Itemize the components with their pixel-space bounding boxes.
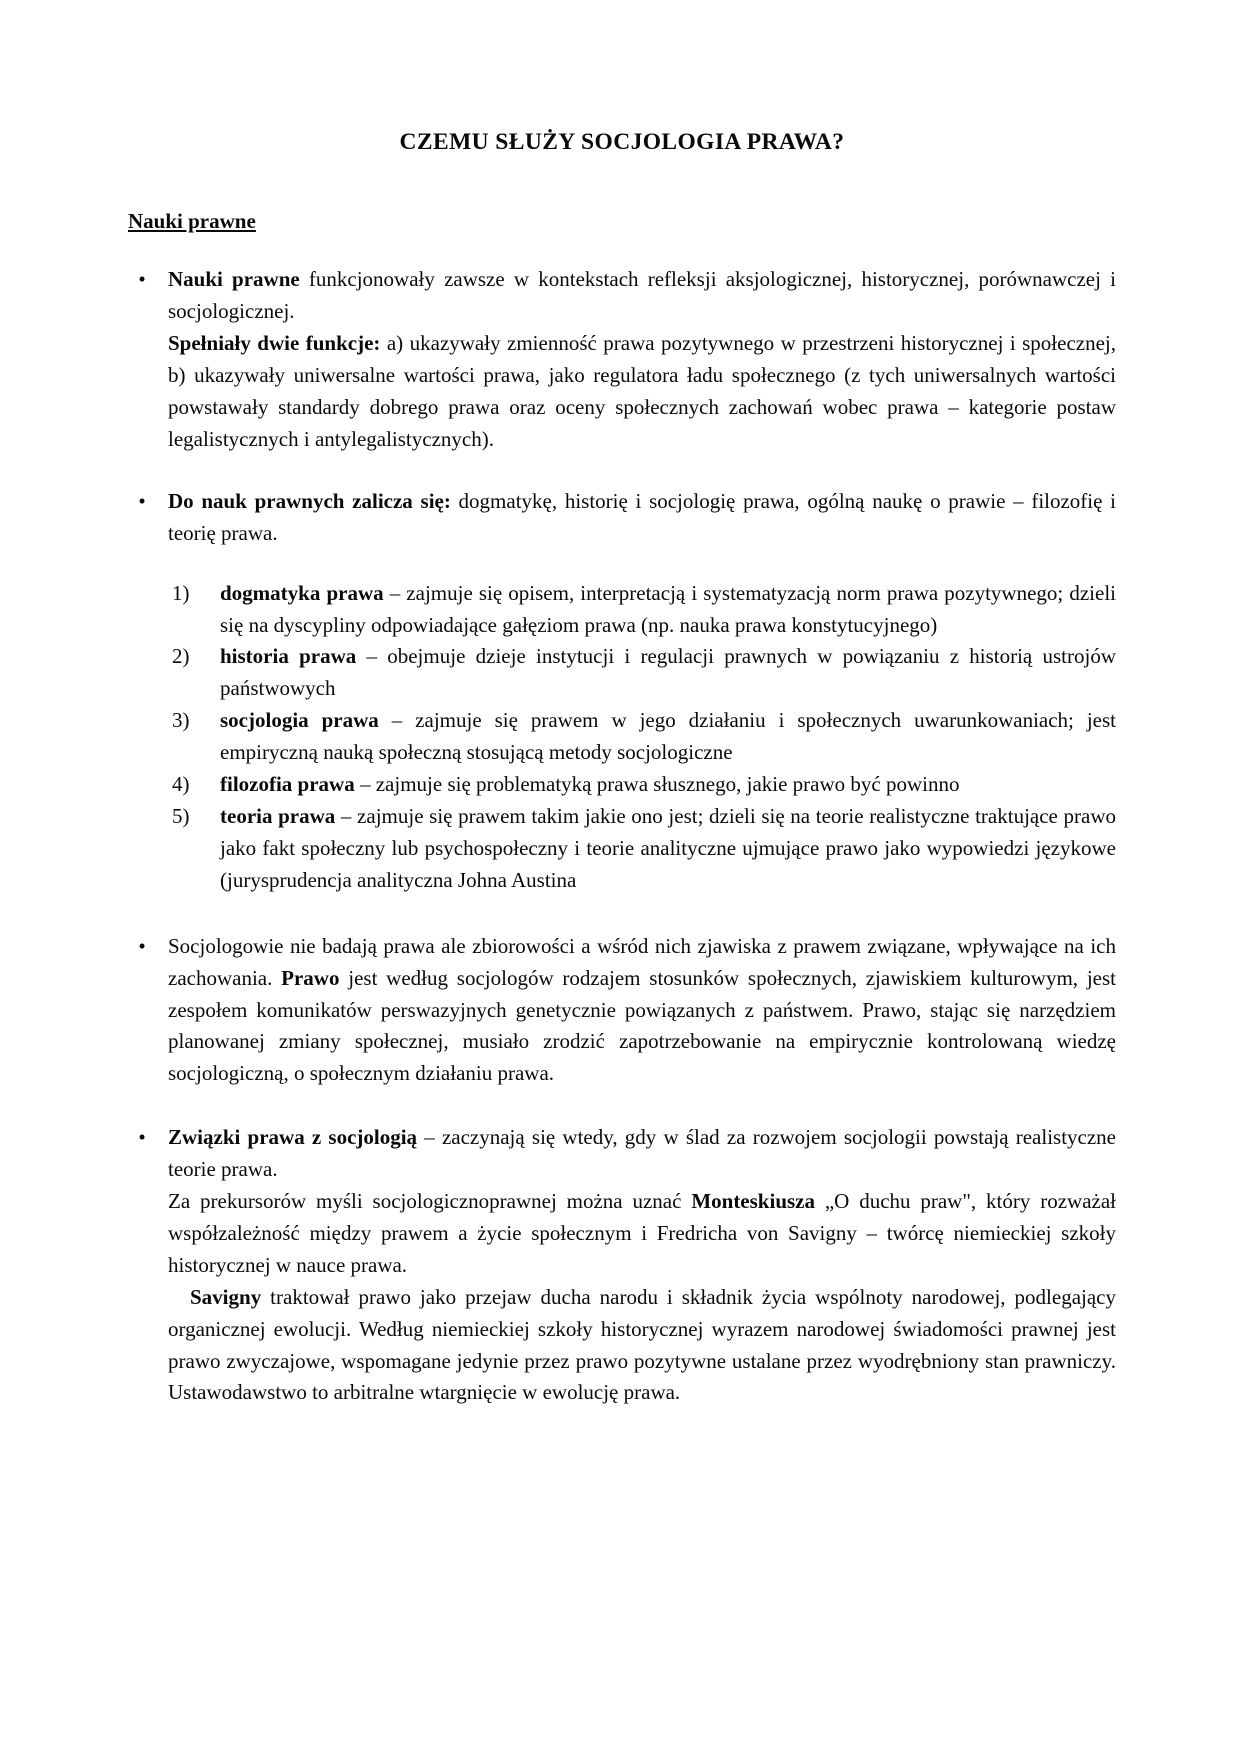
list-item-number: 2) (172, 644, 190, 669)
list-item (168, 705, 1116, 769)
paragraph-socjologowie (168, 931, 1116, 1091)
paragraph-text: traktował prawo jako przejaw ducha narodu i składnik życia wspólnoty narodowej, podlegający organicznej ewolucji. Według niemieckiej szkoły historycznej wyrazem narodowej świadomości prawnej jest prawo zwyczajowe, wspomagane jedynie przez prawo pozytywne ustalane przez wyodrębniony stan prawniczy. Ustawodawstwo to arbitralne wtargnięcie w ewolucję prawa. (168, 1284, 1116, 1405)
bullet-marker-icon: • (138, 933, 146, 958)
paragraph-text: funkcjonowały zawsze w kontekstach refleksji aksjologicznej, historycznej, porównawczej i socjologicznej. (168, 267, 1116, 324)
bullet-marker-icon: • (138, 1125, 146, 1150)
list-item-text: – zajmuje się opisem, interpretacją i systematyzacją norm prawa pozytywnego; dzieli się na dyscypliny odpowiadające gałęziom prawa (np. nauka prawa konstytucyjnego) (220, 580, 1116, 637)
list-item (168, 769, 1116, 801)
paragraph-text: jest według socjologów rodzajem stosunków społecznych, zjawiskiem kulturowym, jest zespołem komunikatów perswazyjnych genetycznie powiązanych z państwem. Prawo, stając się narzędziem planowanej zmiany społecznej, musiało zrodzić zapotrzebowanie na empirycznie kontrolowaną wiedzę socjologiczną, o społecznym działaniu prawa. (168, 965, 1116, 1086)
bullet-marker-icon: • (138, 488, 146, 513)
list-item-text: – zajmuje się prawem w jego działaniu i społecznych uwarunkowaniach; jest empiryczną nauką społeczną stosującą metody socjologiczne (220, 708, 1117, 765)
list-item-text: – zajmuje się prawem takim jakie ono jest; dzieli się na teorie realistyczne traktujące prawo jako fakt społeczny lub psychospołeczny i teorie analityczne ujmujące prawo jako wypowiedzi językowe (jurysprudencja analityczna Johna Austina (220, 803, 1116, 892)
numbered-list-nauki-prawne (128, 578, 1116, 897)
list-item-term: historia prawa (220, 644, 357, 669)
paragraph-do-nauk-prawnych (168, 486, 1116, 550)
paragraph-spelnialy-dwie-funkcje (168, 328, 1116, 456)
bold-run-monteskiusza: Monteskiusza (691, 1189, 815, 1214)
list-item-number: 4) (172, 772, 190, 797)
bold-run-prawo: Prawo (281, 965, 340, 990)
paragraph-text: „O duchu praw", który rozważał współzależność między prawem a życie społecznym i Fredricha von Savigny – twórcę niemieckiej szkoły historycznej w nauce prawa. (168, 1189, 1116, 1277)
page-title: CZEMU SŁUŻY SOCJOLOGIA PRAWA? (399, 129, 845, 155)
paragraph-text: a) ukazywały zmienność prawa pozytywnego w przestrzeni historycznej i społecznej, b) ukazywały uniwersalne wartości prawa, jako regulatora ładu społecznego (z tych uniwersalnych wartości powstawały standardy dobrego prawa oraz oceny społecznych zachowań wobec prawa – kategorie postaw legalistycznych i antylegalistycznych). (168, 331, 1117, 451)
list-item-number: 3) (172, 708, 190, 733)
document-content (128, 0, 1116, 1409)
list-item-text: – zajmuje się problematyką prawa słusznego, jakie prawo być powinno (354, 772, 960, 797)
bold-run-savigny: Savigny (190, 1284, 262, 1309)
bullet-item-zwiazki-prawa (128, 1122, 1116, 1409)
list-item (168, 801, 1116, 897)
list-item (168, 641, 1116, 705)
bold-run-spelnialy: Spełniały dwie funkcje: (168, 331, 381, 356)
paragraph-text: – zaczynają się wtedy, gdy w ślad za rozwojem socjologii powstają realistyczne teorie prawa. (168, 1125, 1117, 1182)
section-heading-nauki-prawne (128, 157, 1116, 234)
paragraph-nauki-prawne-1 (168, 264, 1116, 328)
paragraph-zwiazki-3 (168, 1282, 1116, 1410)
list-item-term: filozofia prawa (220, 772, 355, 797)
bold-run-zwiazki: Związki prawa z socjologią (168, 1125, 418, 1150)
list-item-term: teoria prawa (220, 803, 336, 828)
list-item-number: 1) (172, 580, 190, 605)
list-item (168, 578, 1116, 642)
bullet-marker-icon: • (138, 267, 146, 292)
bullet-item-socjologowie (128, 931, 1116, 1091)
bullet-item-do-nauk-prawnych (128, 486, 1116, 550)
paragraph-zwiazki-2 (168, 1186, 1116, 1282)
bullet-item-nauki-prawne (128, 264, 1116, 455)
section-heading-label: Nauki prawne (128, 209, 256, 234)
list-item-text: – obejmuje dzieje instytucji i regulacji prawnych w powiązaniu z historią ustrojów państwowych (220, 644, 1117, 701)
paragraph-text: Socjologowie nie badają prawa ale zbiorowości a wśród nich zjawiska z prawem związane, wpływające na ich zachowania. (168, 933, 1116, 990)
list-item-number: 5) (172, 803, 190, 828)
paragraph-zwiazki-1 (168, 1122, 1116, 1186)
list-item-term: socjologia prawa (220, 708, 379, 733)
bold-run-nauki-prawne: Nauki prawne (168, 267, 300, 292)
paragraph-text: Za prekursorów myśli socjologicznoprawnej można uznać (168, 1189, 692, 1214)
bold-run-do-nauk: Do nauk prawnych zalicza się: (168, 488, 451, 513)
paragraph-text: dogmatykę, historię i socjologię prawa, ogólną naukę o prawie – filozofię i teorię prawa. (168, 488, 1117, 545)
list-item-term: dogmatyka prawa (220, 580, 384, 605)
